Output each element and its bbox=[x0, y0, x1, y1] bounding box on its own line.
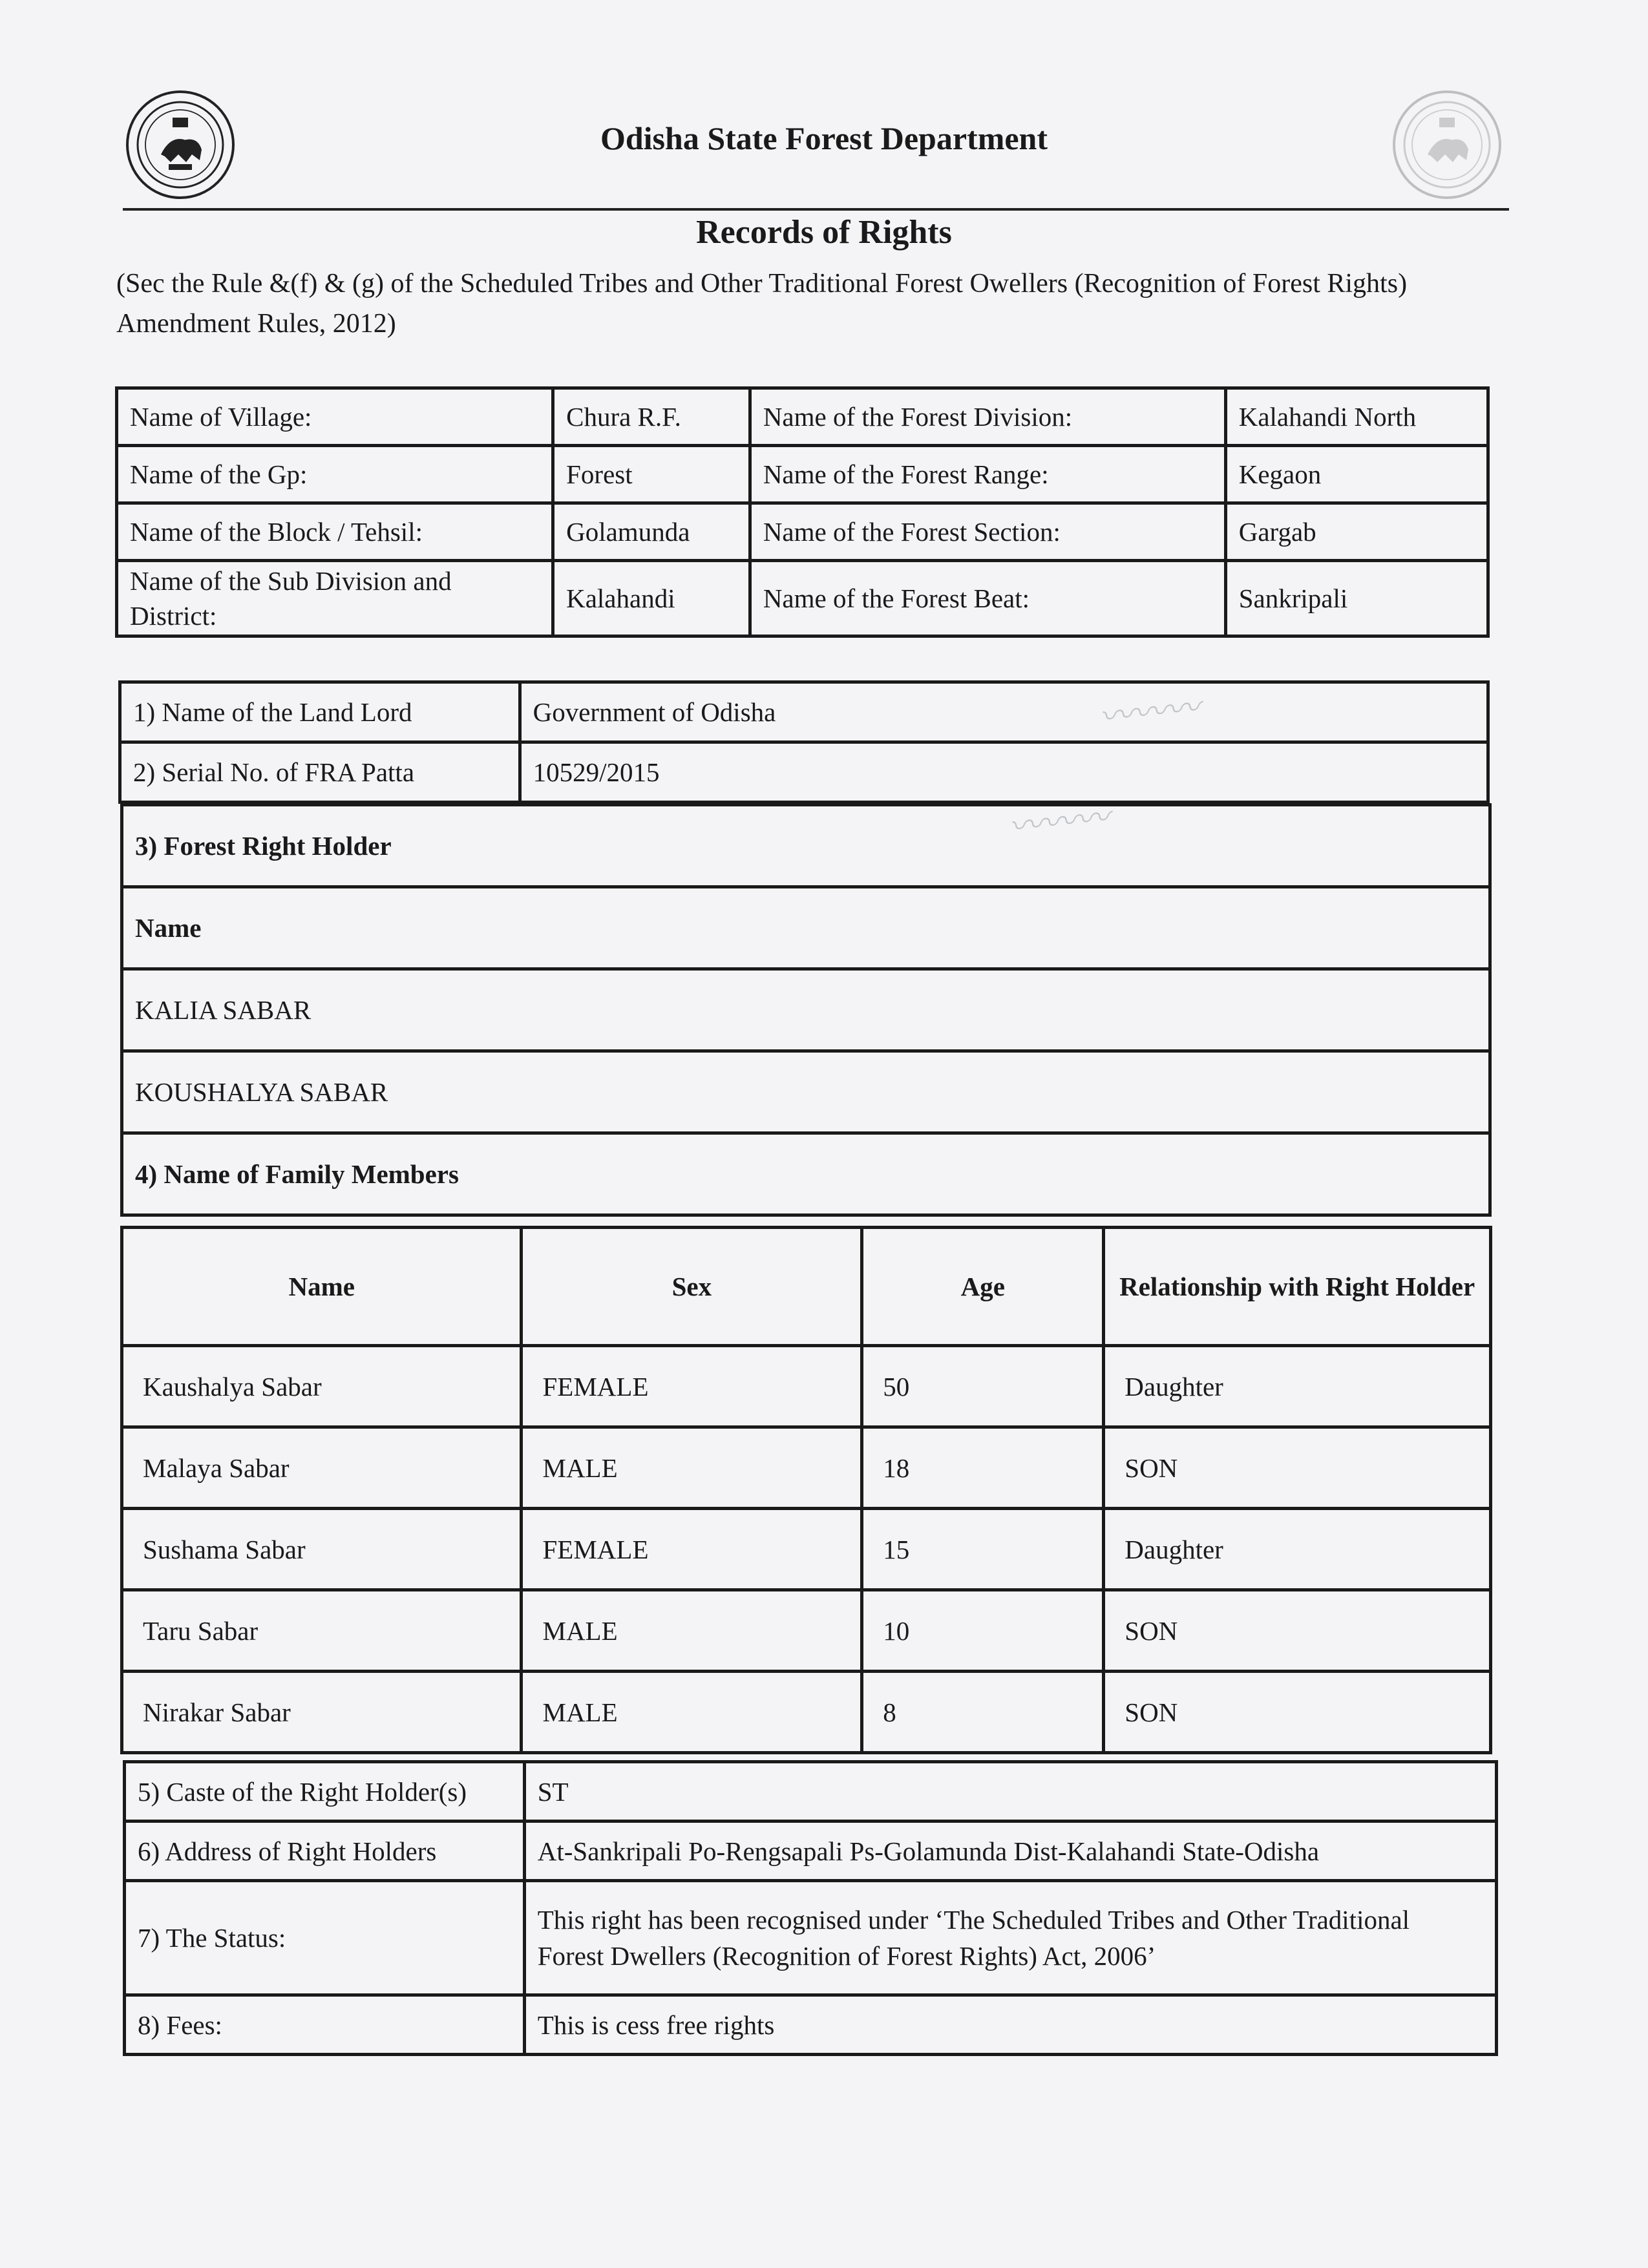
table-row bbox=[122, 1346, 1491, 1427]
member-name: Kaushalya Sabar bbox=[122, 1346, 522, 1427]
table-row bbox=[117, 503, 1488, 561]
member-sex: FEMALE bbox=[522, 1509, 862, 1590]
family-heading: 4) Name of Family Members bbox=[122, 1133, 1490, 1215]
status-value bbox=[524, 1881, 1496, 1995]
table-row bbox=[120, 742, 1488, 803]
table-row bbox=[122, 1672, 1491, 1753]
table-row bbox=[122, 969, 1490, 1051]
column-header-sex: Sex bbox=[522, 1228, 862, 1346]
forest-section-value: Gargab bbox=[1225, 503, 1488, 561]
forest-beat-label: Name of the Forest Beat: bbox=[750, 561, 1225, 636]
subdivision-label: Name of the Sub Division and District: bbox=[117, 561, 553, 636]
caste-value: ST bbox=[524, 1762, 1496, 1822]
table-row bbox=[122, 1051, 1490, 1133]
forest-range-value: Kegaon bbox=[1225, 446, 1488, 503]
table-row bbox=[125, 1762, 1497, 1822]
member-age: 18 bbox=[862, 1427, 1104, 1509]
location-table bbox=[115, 386, 1490, 638]
table-row bbox=[125, 1881, 1497, 1995]
member-age: 50 bbox=[862, 1346, 1104, 1427]
member-relationship: Daughter bbox=[1104, 1509, 1491, 1590]
details-table bbox=[123, 1760, 1498, 2056]
member-name: Nirakar Sabar bbox=[122, 1672, 522, 1753]
column-header-name: Name bbox=[122, 1228, 522, 1346]
table-row bbox=[122, 1427, 1491, 1509]
table-row bbox=[122, 1590, 1491, 1672]
column-header-age: Age bbox=[862, 1228, 1104, 1346]
forest-division-value: Kalahandi North bbox=[1225, 388, 1488, 446]
caste-label: 5) Caste of the Right Holder(s) bbox=[125, 1762, 525, 1822]
header-divider bbox=[123, 208, 1509, 211]
right-holder-table bbox=[120, 803, 1492, 1217]
forest-section-label: Name of the Forest Section: bbox=[750, 503, 1225, 561]
block-label: Name of the Block / Tehsil: bbox=[117, 503, 553, 561]
table-row bbox=[122, 887, 1490, 969]
right-holder-name: KOUSHALYA SABAR bbox=[122, 1051, 1490, 1133]
right-holder-name: KALIA SABAR bbox=[122, 969, 1490, 1051]
landlord-value: Government of Odisha bbox=[520, 682, 1488, 742]
signature-mark: 〰〰〰 bbox=[1097, 688, 1202, 737]
table-header-row bbox=[122, 1228, 1491, 1346]
fees-value: This is cess free rights bbox=[524, 1995, 1496, 2055]
member-age: 10 bbox=[862, 1590, 1104, 1672]
village-label: Name of Village: bbox=[117, 388, 553, 446]
member-relationship: SON bbox=[1104, 1672, 1491, 1753]
member-sex: MALE bbox=[522, 1590, 862, 1672]
fees-label: 8) Fees: bbox=[125, 1995, 525, 2055]
department-title: Odisha State Forest Department bbox=[600, 120, 1048, 156]
rule-reference: (Sec the Rule &(f) & (g) of the Scheduled Tribes and Other Traditional Forest Owellers (Recognition of Forest Rights) Amendment Rules, 2012) bbox=[116, 269, 1408, 339]
member-age: 8 bbox=[862, 1672, 1104, 1753]
status-line: Forest Dwellers (Recognition of Forest Rights) Act, 2006’ bbox=[537, 1941, 1156, 1971]
column-header-relationship: Relationship with Right Holder bbox=[1104, 1228, 1491, 1346]
member-name: Taru Sabar bbox=[122, 1590, 522, 1672]
document-title: Records of Rights bbox=[696, 214, 952, 251]
member-sex: MALE bbox=[522, 1672, 862, 1753]
table-row bbox=[122, 1133, 1490, 1215]
land-table bbox=[118, 680, 1490, 804]
table-row bbox=[117, 446, 1488, 503]
table-row bbox=[125, 1822, 1497, 1881]
member-sex: MALE bbox=[522, 1427, 862, 1509]
member-name: Sushama Sabar bbox=[122, 1509, 522, 1590]
table-row bbox=[117, 388, 1488, 446]
block-value: Golamunda bbox=[553, 503, 750, 561]
member-age: 15 bbox=[862, 1509, 1104, 1590]
address-label: 6) Address of Right Holders bbox=[125, 1822, 525, 1881]
right-holder-heading: 3) Forest Right Holder bbox=[122, 805, 1490, 887]
table-row bbox=[122, 805, 1490, 887]
table-row bbox=[120, 682, 1488, 742]
table-row bbox=[122, 1509, 1491, 1590]
status-label: 7) The Status: bbox=[125, 1881, 525, 1995]
gp-label: Name of the Gp: bbox=[117, 446, 553, 503]
table-row bbox=[125, 1995, 1497, 2055]
member-sex: FEMALE bbox=[522, 1346, 862, 1427]
name-heading: Name bbox=[122, 887, 1490, 969]
member-relationship: Daughter bbox=[1104, 1346, 1491, 1427]
patta-value: 10529/2015 bbox=[520, 742, 1488, 803]
subdivision-value: Kalahandi bbox=[553, 561, 750, 636]
forest-division-label: Name of the Forest Division: bbox=[750, 388, 1225, 446]
forest-range-label: Name of the Forest Range: bbox=[750, 446, 1225, 503]
status-line: This right has been recognised under ‘The Scheduled Tribes and Other Traditional bbox=[537, 1905, 1410, 1935]
village-value: Chura R.F. bbox=[553, 388, 750, 446]
gp-value: Forest bbox=[553, 446, 750, 503]
signature-mark: 〰〰〰 bbox=[1006, 797, 1112, 847]
family-table bbox=[120, 1226, 1492, 1754]
patta-label: 2) Serial No. of FRA Patta bbox=[120, 742, 520, 803]
address-value: At-Sankripali Po-Rengsapali Ps-Golamunda Dist-Kalahandi State-Odisha bbox=[524, 1822, 1496, 1881]
member-relationship: SON bbox=[1104, 1427, 1491, 1509]
member-name: Malaya Sabar bbox=[122, 1427, 522, 1509]
forest-beat-value: Sankripali bbox=[1225, 561, 1488, 636]
table-row bbox=[117, 561, 1488, 636]
member-relationship: SON bbox=[1104, 1590, 1491, 1672]
landlord-label: 1) Name of the Land Lord bbox=[120, 682, 520, 742]
